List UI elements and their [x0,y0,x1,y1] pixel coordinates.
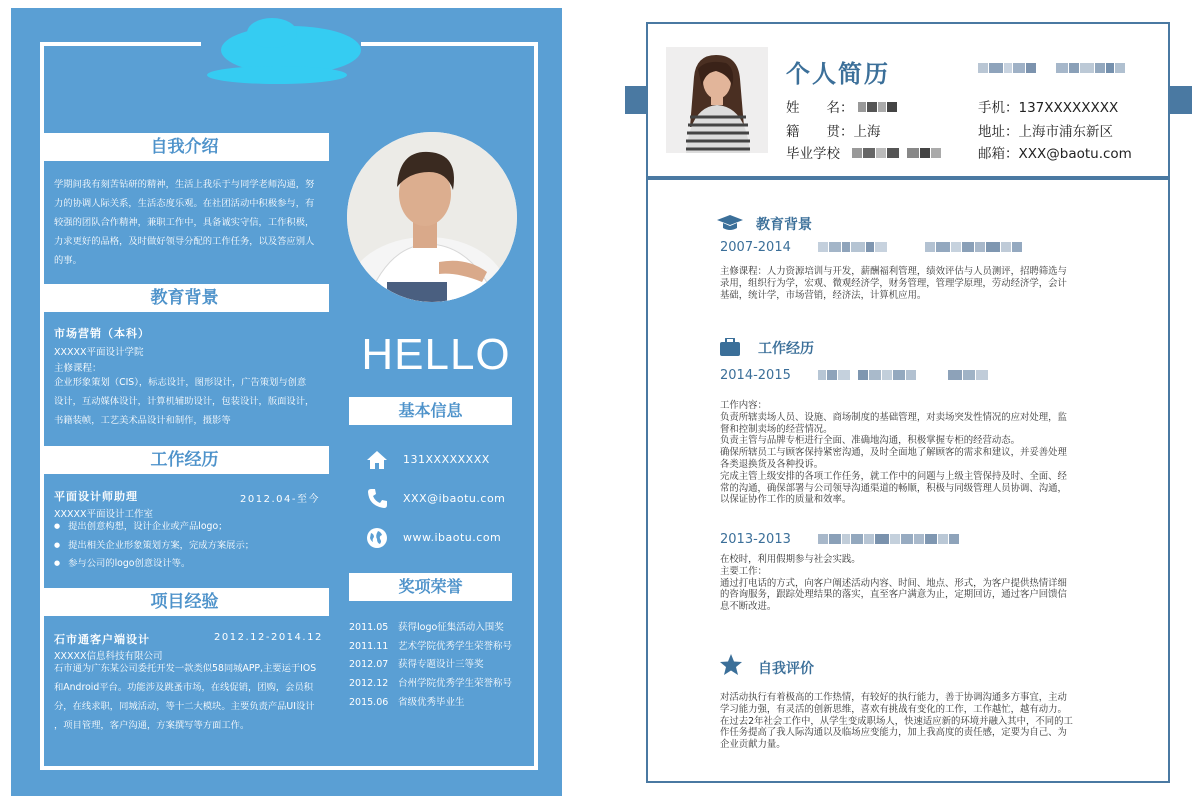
basic-web: www.ibaotu.com [403,531,502,544]
award-text: 获得专题设计三等奖 [398,659,484,670]
award-year: 2012.12 [349,678,389,689]
education-degree: 市场营销（本科） [54,327,150,340]
basic-info-heading: 基本信息 [349,397,512,425]
work-line: 确保所辖员工与顾客保持紧密沟通，及时全面地了解顾客的需求和建议，并妥善处理 [720,447,1067,459]
project-date: 2012.12-2014.12 [214,632,323,643]
award-text: 获得logo征集活动入围奖 [398,622,504,633]
awards-heading: 奖项荣誉 [349,573,512,601]
work-line: 通过打电话的方式，向客户阐述活动内容、时间、地点、形式，为客户提供热情详细 [720,577,1067,589]
self-eval-body [720,692,1100,751]
left-side-tab [625,86,648,114]
work-line: 息不断改进。 [720,601,777,613]
self-line: 企业贡献力量。 [720,739,786,751]
project-line: ，项目管理，客户沟通，方案撰写等方面工作。 [54,720,250,731]
award-year: 2011.11 [349,641,389,652]
email-row [978,142,1132,162]
project-description [54,659,319,735]
name-row [786,96,897,116]
work-period-1: 2014-2015 [720,368,791,383]
intro-line: 力的协调人际关系，生活态度乐观。在社团活动中积极参与，有 [54,198,315,209]
resume-header [648,24,1168,180]
name-label: 姓 名： [786,100,854,116]
school-label: 毕业学校 [786,146,840,162]
left-resume [11,8,562,796]
right-side-tab [1168,86,1192,114]
award-item [349,656,539,670]
education-school: XXXXX平面设计学院 [54,347,144,358]
origin-label: 籍 贯： [786,124,854,140]
redacted-header-text [978,63,1125,73]
redacted-school [852,148,941,158]
work-line: 完成主管上级安排的各项工作任务，就工作中的问题与上级主管保持及时、全面、经 [720,470,1067,482]
list-item: ● 提出创意构想，设计企业或产品logo； [54,518,324,537]
email-label: 邮箱： [978,146,1019,162]
portrait-photo [666,47,768,153]
phone-icon [365,487,389,511]
work-line: 以保证协作工作的质量和效率。 [720,494,852,506]
profile-photo [347,132,517,302]
work-line: 在校时，利用假期参与社会实践。 [720,554,861,565]
work-line: 督和控制卖场的经营情况。 [720,423,833,435]
work-line: 各类退换货及各种投诉。 [720,458,824,470]
globe-icon [365,526,389,550]
work-line: 常的沟通，确保部署与公司领导沟通渠道的畅顺，积极与同级管理人员协调、沟通， [720,482,1067,494]
redacted-education-school [818,242,1022,252]
phone-value: 137XXXXXXXX [1018,100,1119,116]
project-line: 和Android平台。功能涉及跳蚤市场，在线促销，团购，会员积 [54,682,314,693]
intro-line: 力求更好的品格，及时做好领导分配的工作任务，以及答应别人 [54,236,315,247]
redacted-work-company-1 [818,370,988,380]
briefcase-icon [720,338,740,356]
basic-email: XXX@ibaotu.com [403,492,506,505]
project-line: 石市通为广东某公司委托开发一款类似58同城APP,主要运于IOS [54,663,317,674]
courses-line: 设计，互动媒体设计，计算机辅助设计，包装设计，版面设计， [54,396,315,407]
project-title: 石市通客户端设计 [54,633,150,646]
address-row [978,120,1113,140]
work-heading: 工作经历 [40,446,329,474]
star-icon [720,654,742,675]
project-company: XXXXX信息科技有限公司 [54,651,163,662]
intro-text [54,175,319,270]
contact-phone [365,448,525,472]
address-value: 上海市浦东新区 [1018,124,1113,140]
work-line: 主要工作： [720,565,767,577]
award-text: 台州学院优秀学生荣誉称号 [398,678,513,689]
education-courses [54,373,319,430]
intro-line: 较强的团队合作精神，兼职工作中，具备诚实守信，工作积极， [54,217,315,228]
self-line: 作任务提高了我人际沟通以及临场应变能力，加上我高度的责任感，定要为自己、为 [720,727,1067,739]
award-year: 2012.07 [349,659,389,670]
resume-title: 个人简历 [786,60,890,88]
basic-phone: 131XXXXXXXX [403,453,490,466]
award-text: 省级优秀毕业生 [398,697,465,708]
self-line: 学习能力强，有灵活的创新思维，喜欢有挑战有变化的工作，工作越忙，越有动力。 [720,703,1067,715]
work-body-1 [720,400,1100,506]
hello-text: HELLO [361,330,511,379]
phone-label: 手机： [978,100,1019,116]
award-item [349,675,539,689]
award-item [349,638,539,652]
education-line: 录用，组织行为学，宏观、微观经济学，财务管理，管理学原理，劳动经济学，会计 [720,277,1067,289]
address-label: 地址： [978,124,1019,140]
contact-web [365,526,525,550]
graduation-cap-icon [716,214,744,232]
right-resume [646,22,1170,783]
intro-line: 学期间我有刻苦钻研的精神，生活上我乐于与同学老师沟通，努 [54,179,315,190]
intro-heading: 自我介绍 [40,133,329,161]
courses-line: 书籍装帧，工艺美术品设计和制作，摄影等 [54,415,231,426]
work-line: 的咨询服务，跟踪处理结果的落实，直至客户满意为止，定期回访，通过客户回馈信 [720,589,1067,601]
work-company: XXXXX平面设计工作室 [54,509,154,520]
self-eval-heading: 自我评价 [758,661,814,677]
school-row [786,142,941,162]
work-line: 负责所辖卖场人员、设施、商场制度的基础管理，对卖场突发性情况的应对处理，监 [720,411,1067,423]
education-line: 基础，统计学，市场营销，经济法，计算机应用。 [720,289,927,301]
self-line: 在过去2年社会工作中，从学生变成职场人，快速适应新的环境并融入其中，不同的工 [720,715,1073,727]
work-body-2 [720,554,1100,613]
work-line: 工作内容： [720,400,767,411]
work-heading-right: 工作经历 [758,341,814,357]
courses-line: 企业形象策划（CIS），标志设计，图形设计，广告策划与创意 [54,377,307,388]
education-body [720,266,1100,301]
work-period-2: 2013-2013 [720,532,791,547]
education-line: 主修课程：人力资源培训与开发，薪酬福利管理，绩效评估与人员测评，招聘筛选与 [720,266,1067,277]
award-text: 艺术学院优秀学生荣誉称号 [398,641,513,652]
intro-line: 的事。 [54,255,82,266]
redacted-name [858,102,897,112]
award-item [349,619,539,633]
list-item: ● 参与公司的logo创意设计等。 [54,555,324,574]
award-year: 2015.06 [349,697,389,708]
education-period: 2007-2014 [720,240,791,255]
work-title: 平面设计师助理 [54,490,138,503]
education-heading: 教育背景 [40,284,329,312]
home-icon [365,448,389,472]
award-year: 2011.05 [349,622,389,633]
work-date: 2012.04-至今 [240,494,320,505]
origin-value: 上海 [853,124,881,140]
education-courses-label: 主修课程： [54,363,102,374]
origin-row [786,120,881,140]
work-duties [54,518,324,574]
self-line: 对活动执行有着极高的工作热情，有较好的执行能力，善于协调沟通多方事宜，主动 [720,692,1067,703]
list-item: ● 提出相关企业形象策划方案，完成方案展示； [54,537,324,556]
award-item [349,694,539,708]
phone-row [978,96,1118,116]
contact-email [365,487,525,511]
education-heading-right: 教育背景 [756,217,812,233]
project-heading: 项目经验 [40,588,329,616]
work-line: 负责主管与品牌专柜进行全面、准确地沟通，积极掌握专柜的经营动态。 [720,435,1021,447]
redacted-work-company-2 [818,534,959,544]
project-line: 分，在线求职，同城活动，等十二大模块。主要负责产品UI设计 [54,701,315,712]
email-value: XXX@baotu.com [1018,146,1132,162]
